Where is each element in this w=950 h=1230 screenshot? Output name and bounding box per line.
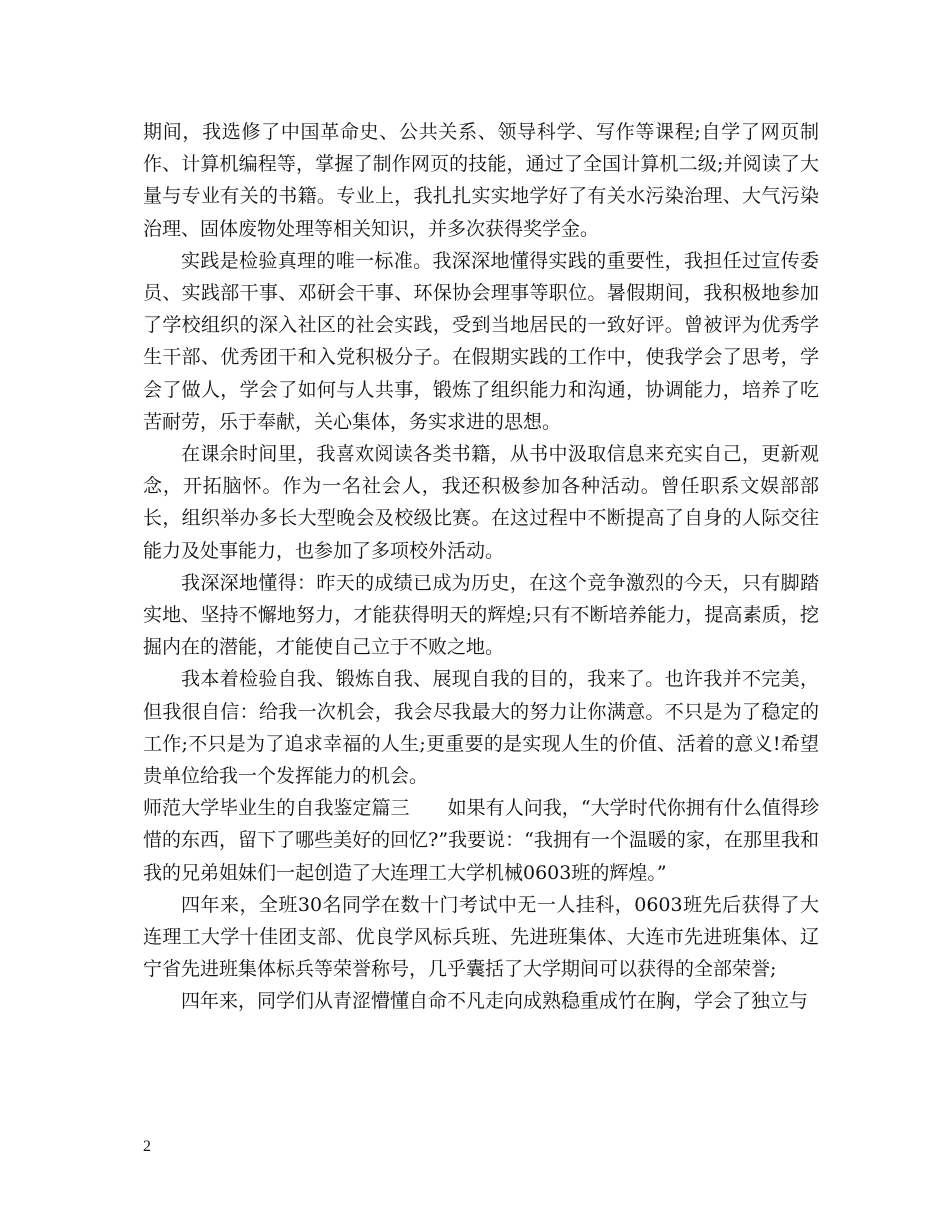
paragraph-part-three-heading: 师范大学毕业生的自我鉴定篇三 如果有人问我，“大学时代你拥有什么值得珍惜的东西，留下了哪些美好的回忆?”我要说：“我拥有一个温暖的家，在那里我和我的兄弟姐妹们一起创造了大连理工大学机械0603班的辉煌。” <box>143 797 819 884</box>
document-body <box>143 116 819 1018</box>
paragraph-spare-time: 在课余时间里，我喜欢阅读各类书籍，从书中汲取信息来充实自己，更新观念，开拓脑怀。作为一名社会人，我还积极参加各种活动。曾任职系文娱部部长，组织举办多长大型晚会及校级比赛。在这过程中不断提高了自身的人际交往能力及处事能力，也参加了多项校外活动。 <box>143 443 819 562</box>
paragraph-growth: 四年来，同学们从青涩懵懂自命不凡走向成熟稳重成竹在胸，学会了独立与 <box>181 990 809 1013</box>
paragraph-understanding: 我深深地懂得：昨天的成绩已成为历史，在这个竞争激烈的今天，只有脚踏实地、坚持不懈地努力，才能获得明天的辉煌;只有不断培养能力，提高素质，挖掘内在的潜能，才能使自己立于不败之地。 <box>143 571 819 659</box>
paragraph-course-study: 期间，我选修了中国革命史、公共关系、领导科学、写作等课程;自学了网页制作、计算机编程等，掌握了制作网页的技能，通过了全国计算机二级;并阅读了大量与专业有关的书籍。专业上，我扎扎实实地学好了有关水污染治理、大气污染治理、固体废物处理等相关知识，并多次获得奖学金。 <box>143 121 819 240</box>
paragraph-self-test: 我本着检验自我、锻炼自我、展现自我的目的，我来了。也许我并不完美，但我很自信：给我一次机会，我会尽我最大的努力让你满意。不只是为了稳定的工作;不只是为了追求幸福的人生;更重要的是实现人生的价值、活着的意义!希望贵单位给我一个发挥能力的机会。 <box>143 668 819 788</box>
paragraph-practice: 实践是检验真理的唯一标准。我深深地懂得实践的重要性，我担任过宣传委员、实践部干事、邓研会干事、环保协会理事等职位。暑假期间，我积极地参加了学校组织的深入社区的社会实践，受到当地居民的一致好评。曾被评为优秀学生干部、优秀团干和入党积极分子。在假期实践的工作中，使我学会了思考，学会了做人，学会了如何与人共事，锻炼了组织能力和沟通，协调能力，培养了吃苦耐劳，乐于奉献，关心集体，务实求进的思想。 <box>143 249 819 433</box>
paragraph-class-honors: 四年来，全班30名同学在数十门考试中无一人挂科，0603班先后获得了大连理工大学十佳团支部、优良学风标兵班、先进班集体、大连市先进班集体、辽宁省先进班集体标兵等荣誉称号，几乎囊括了大学期间可以获得的全部荣誉; <box>143 893 819 981</box>
page-number: 2 <box>143 1138 151 1155</box>
